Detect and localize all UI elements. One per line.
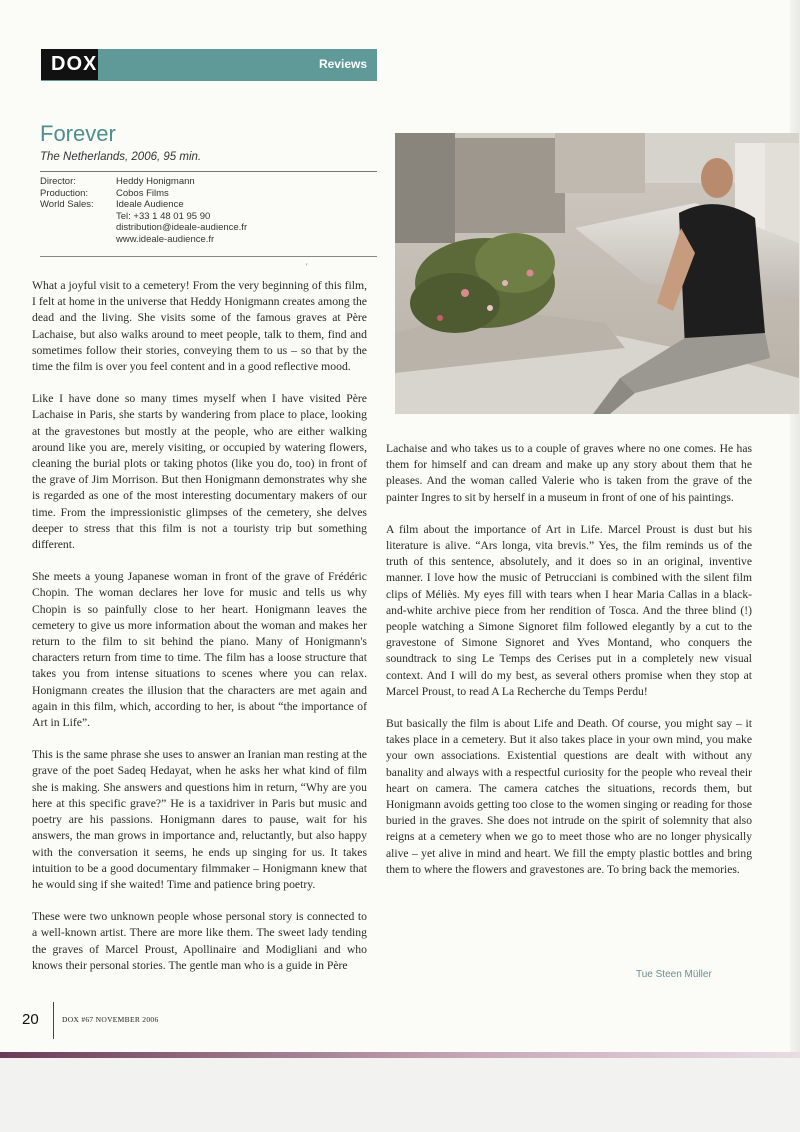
magazine-issue: DOX #67 NOVEMBER 2006	[62, 1015, 159, 1024]
paragraph: These were two unknown people whose personal story is connected to a well-known artist. There are more like them. The sweet lady tending the graves of Marcel Proust, Apollinaire and Modigliani and who knows their personal stories. The gentle man who is a guide in Père	[32, 910, 367, 972]
film-credits	[40, 176, 247, 246]
scan-background	[0, 1058, 800, 1132]
cemetery-photo-illustration	[395, 133, 799, 414]
credit-row-director	[40, 176, 247, 188]
sales-label: World Sales:	[40, 199, 94, 211]
footer-divider	[53, 1002, 54, 1039]
director-label: Director:	[40, 176, 76, 187]
credits-top-rule	[40, 171, 377, 172]
credit-row-production	[40, 188, 247, 200]
sales-value: Ideale Audience	[116, 199, 184, 211]
film-subtitle: The Netherlands, 2006, 95 min.	[40, 151, 202, 163]
credits-bottom-rule	[40, 256, 377, 257]
review-author: Tue Steen Müller	[636, 969, 712, 980]
sales-website: www.ideale-audience.fr	[116, 233, 215, 245]
sales-email: distribution@ideale-audience.fr	[116, 222, 248, 234]
film-title: Forever	[40, 121, 116, 146]
director-value: Heddy Honigmann	[116, 176, 195, 187]
article-column-2	[386, 441, 752, 894]
film-still-photo	[395, 133, 799, 414]
paragraph: Like I have done so many times myself when I have visited Père Lachaise in Paris, she starts by wandering from place to place, looking at the gravestones but mostly at the people, who are either walking around like you are, merely visiting, or occupied by watering flowers, cleaning the burial plots or taking photos (like you do, too) in front of the grave of Jim Morrison. But then Honigmann demonstrates why she is regarded as one of the most interesting documentary makers of our time. From the impressionistic glimpses of the cemetery, she delves deeper to stress that this film is not a touristy trip but something different.	[32, 392, 367, 552]
paragraph: What a joyful visit to a cemetery! From the very beginning of this film, I felt at home in the universe that Heddy Honigmann creates among the dead and the living. She visits some of the famous graves at Père Lachaise, but also walks around to meet people, talk to them, find and sometimes follow their stories, conveying them to us – so that by the time the film is over you feel content and in a good reflective mood.	[32, 279, 367, 374]
paragraph: Lachaise and who takes us to a couple of graves where no one comes. He has them for himself and can dream and make up any story about them that he pleases. And the woman called Valerie who is taken from the grave of the painter Ingres to sit by herself in a museum in front of one of his paintings.	[386, 442, 752, 504]
page-number: 20	[22, 1011, 39, 1028]
production-value: Cobos Films	[116, 187, 169, 199]
credit-row-sales	[40, 199, 247, 211]
sales-telephone: Tel: +33 1 48 01 95 90	[116, 210, 211, 222]
paragraph: This is the same phrase she uses to answer an Iranian man resting at the grave of the poet Sadeq Hedayat, when he asks her what kind of film she is making. She answers and questions him in return, “Why are you here at this specific grave?” He is a taxidriver in Paris but music and poetry are his passions. Honigmann dares to pause, wait for his answers, the man grows in importance and, reluctantly, but also happy with the conversation it seems, he ends up singing for us. It takes intuition to be a good documentary filmmaker – Honigmann knew that he would sing if she waited! Time and patience bring poetry.	[32, 748, 367, 891]
paragraph: She meets a young Japanese woman in front of the grave of Frédéric Chopin. The woman declares her love for music and tells us why Chopin is so painfully close to her heart. Honigmann leaves the cemetery to give us more information about the woman and makes her return to the film to sit behind the piano. Many of Honigmann's characters return from time to time. The film has a loose structure that takes you from intense situations to scenes where you can relax. Honigmann creates the illusion that the characters are met again and again in this film, which, according to her, is about “the importance of Art in Life”.	[32, 570, 367, 730]
header-rule	[41, 80, 377, 81]
paragraph: But basically the film is about Life and Death. Of course, you might say – it takes place in a cemetery. But it also takes place in your own mind, you make your own associations. Existential questions are dealt with without any banality and always with a respectful curiosity for the people who reveal their heart on camera. The camera catches the situations, records them, but Honigmann avoids getting too close to the women singing or reading for those buried in the graves. She does not intrude on the spirit of solemnity that also reigns at a cemetery when we go to meet those who are no longer physically alive – yet alive in mind and heart. We fill the empty plastic bottles and bring them to where the flowers and gravestones are. To bring back the memories.	[386, 717, 752, 876]
section-header	[41, 49, 377, 80]
article-column-1	[32, 278, 367, 990]
reviews-bar: Reviews	[98, 49, 377, 80]
print-mark: ′	[306, 262, 308, 271]
paragraph: A film about the importance of Art in Life. Marcel Proust is dust but his literature is alive. “Ars longa, vita brevis.” Yes, the film reminds us of the truth of this sentence, absolutely, and it does so in an original, inventive manner. I love how the music of Petrucciani is combined with the silent film clips of Méliès. My eyes fill with tears when I hear Maria Callas in a black-and-white archive piece from her rendition of Tosca. And the three blind (!) people watching a Simone Signoret film followed elegantly by a cut to the gravestone of Simone Signoret and Yves Montand, who conquers the soundtrack to sing Le Temps des Cerises put in a completely new visual context. And I will do my best, as several others promise when they stop at Marcel Proust, to read A La Recherche du Temps Perdu!	[386, 522, 752, 698]
dox-brand-box: DOX	[41, 49, 108, 80]
production-label: Production:	[40, 187, 89, 199]
